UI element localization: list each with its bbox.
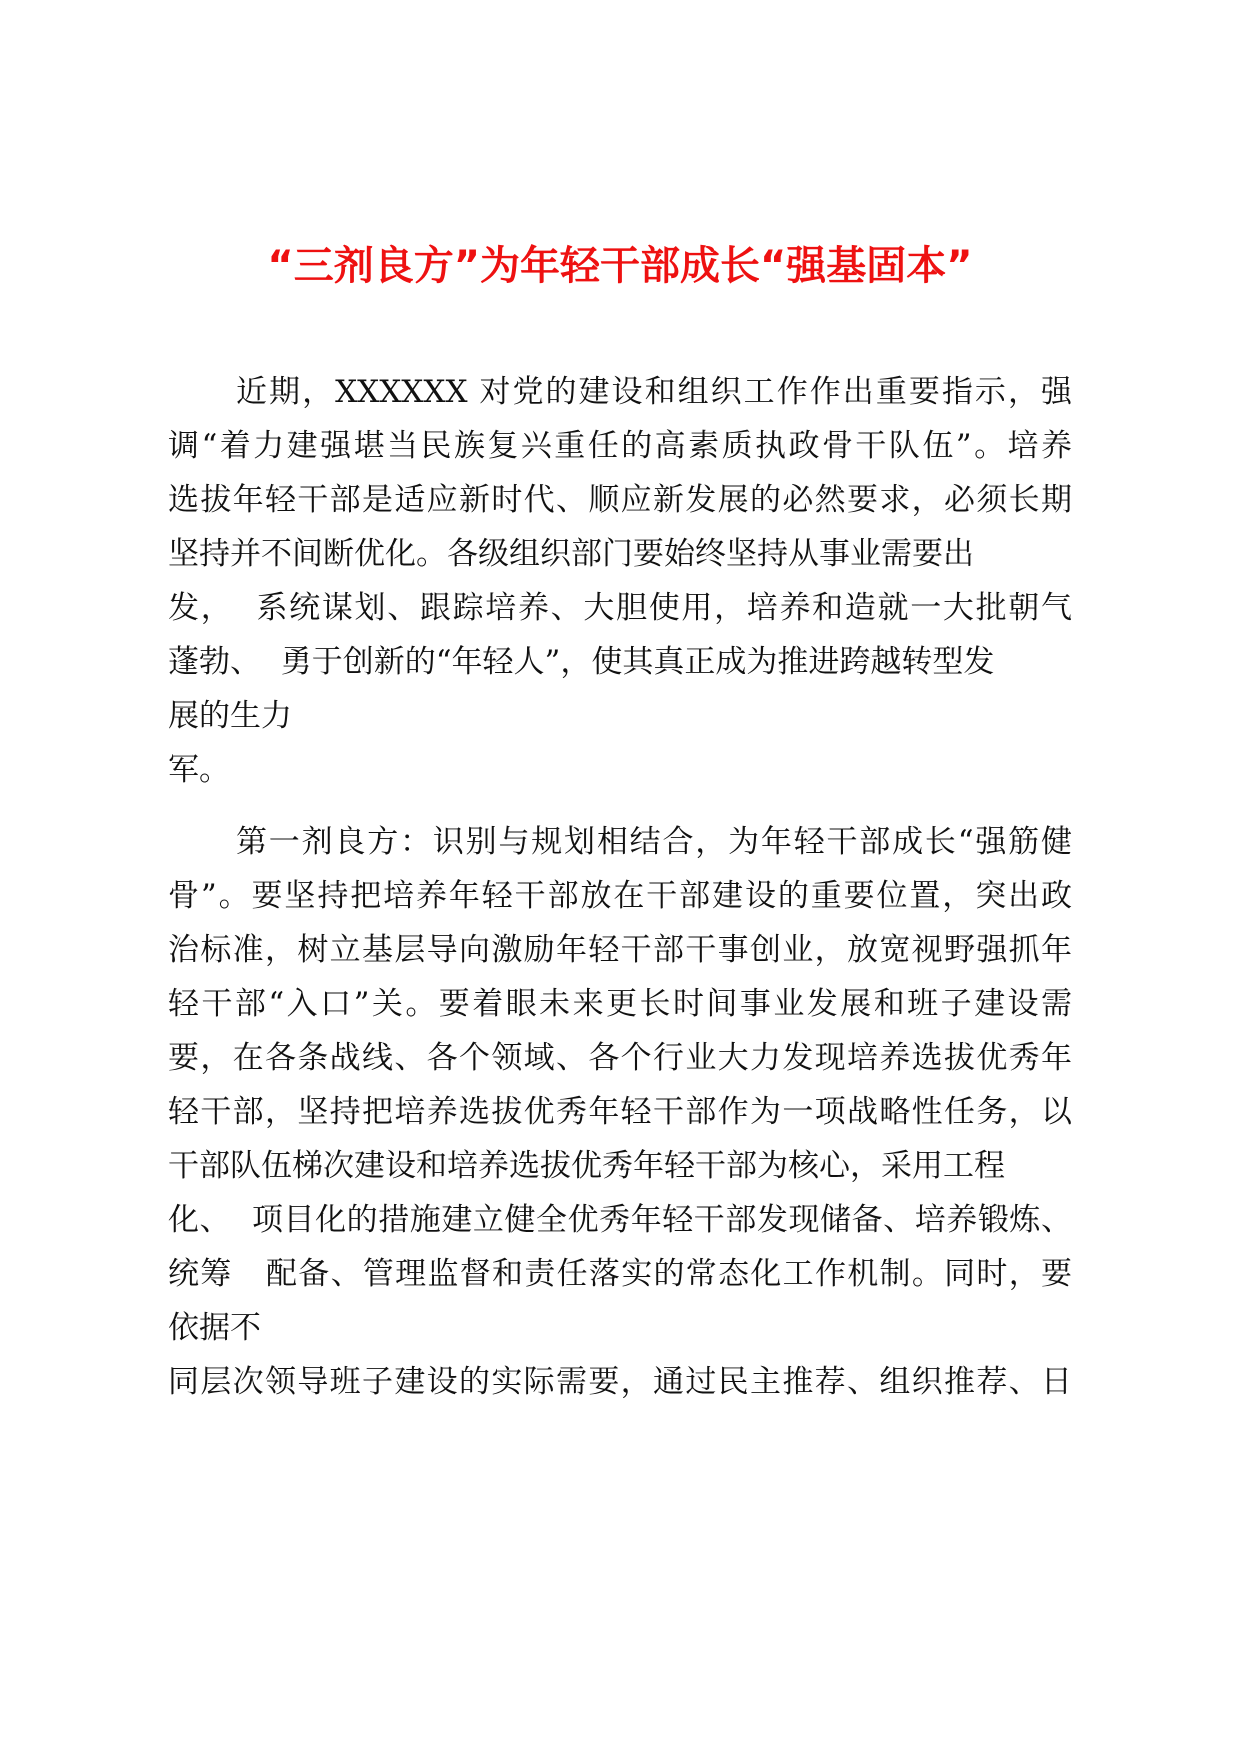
paragraph-1-line-5: 发， 系统谋划、跟踪培养、大胆使用，培养和造就一大批朝气 (168, 590, 1072, 626)
document-title: “三剂良方”为年轻干部成长“强基固本” (267, 243, 973, 289)
paragraph-1-line-7: 展的生力 (168, 698, 292, 734)
paragraph-2-line-3: 治标准，树立基层导向激励年轻干部干事创业，放宽视野强抓年 (168, 932, 1072, 968)
paragraph-1-line-6: 蓬勃、 勇于创新的“年轻人”，使其真正成为推进跨越转型发 (168, 644, 995, 680)
paragraph-1-line-8: 军。 (168, 752, 230, 788)
paragraph-1-line-3: 选拔年轻干部是适应新时代、顺应新发展的必然要求，必须长期 (168, 482, 1072, 518)
paragraph-2-line-7: 干部队伍梯次建设和培养选拔优秀年轻干部为核心，采用工程 (168, 1148, 1005, 1184)
paragraph-2-line-8: 化、 项目化的措施建立健全优秀年轻干部发现储备、培养锻炼、 (168, 1202, 1072, 1238)
paragraph-2-line-1: 第一剂良方：识别与规划相结合，为年轻干部成长“强筋健 (236, 824, 1072, 860)
paragraph-2-line-4: 轻干部“入口”关。要着眼未来更长时间事业发展和班子建设需 (168, 986, 1072, 1022)
paragraph-1-line-2: 调“着力建强堪当民族复兴重任的高素质执政骨干队伍”。培养 (168, 428, 1072, 464)
paragraph-1-line-4: 坚持并不间断优化。各级组织部门要始终坚持从事业需要出 (168, 536, 974, 572)
paragraph-2-line-2: 骨”。要坚持把培养年轻干部放在干部建设的重要位置，突出政 (168, 878, 1072, 914)
paragraph-2-line-11: 同层次领导班子建设的实际需要，通过民主推荐、组织推荐、日 (168, 1364, 1072, 1400)
paragraph-1-line-1: 近期，XXXXXX 对党的建设和组织工作作出重要指示，强 (236, 374, 1072, 410)
paragraph-2-line-9: 统筹 配备、管理监督和责任落实的常态化工作机制。同时，要 (168, 1256, 1072, 1292)
paragraph-2-line-6: 轻干部，坚持把培养选拔优秀年轻干部作为一项战略性任务，以 (168, 1094, 1072, 1130)
paragraph-2-line-10: 依据不 (168, 1310, 261, 1346)
paragraph-2-line-5: 要，在各条战线、各个领域、各个行业大力发现培养选拔优秀年 (168, 1040, 1072, 1076)
